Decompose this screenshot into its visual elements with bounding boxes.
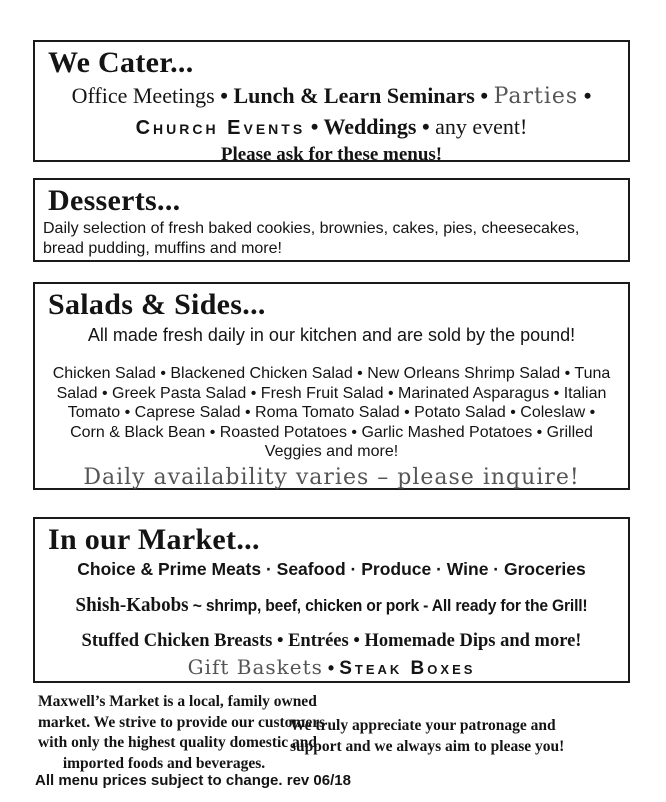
salads-subtitle: All made fresh daily in our kitchen and are sold by the pound!	[87, 325, 576, 345]
office-meetings-label: Office Meetings	[71, 83, 215, 108]
church-events-label: Church Events	[135, 117, 306, 139]
desserts-title: Desserts...	[48, 184, 181, 217]
any-event-label: any event!	[435, 114, 528, 139]
market-items-line: Stuffed Chicken Breasts • Entrées • Homemade Dips and more!	[81, 631, 582, 651]
salads-list-line: Salad • Greek Pasta Salad • Fresh Fruit Salad • Marinated Asparagus • Italian	[56, 384, 607, 402]
gift-baskets-line	[35, 654, 628, 683]
desserts-description-line: Daily selection of fresh baked cookies, brownies, cakes, pies, cheesecakes,	[43, 220, 580, 237]
salads-item-list	[35, 364, 628, 462]
cater-events-line-2	[35, 113, 628, 142]
salads-title: Salads & Sides...	[48, 288, 266, 321]
steak-boxes-label: Steak Boxes	[339, 658, 476, 679]
cater-events-line-1	[35, 82, 628, 110]
weddings-label: Weddings	[323, 114, 417, 139]
in-our-market-section	[33, 517, 630, 683]
bullet-separator: •	[305, 114, 324, 139]
desserts-section	[33, 178, 630, 262]
about-market-line: imported foods and beverages.	[62, 754, 266, 772]
market-title: In our Market...	[48, 523, 260, 556]
shish-kabobs-label: Shish-Kabobs	[75, 594, 189, 616]
about-market-line: Maxwell’s Market is a local, family owned	[38, 693, 317, 710]
salads-list-line: Tomato • Caprese Salad • Roma Tomato Salad • Potato Salad • Coleslaw •	[67, 404, 596, 421]
patronage-line: support and we always aim to please you!	[290, 737, 565, 755]
bullet-separator: •	[322, 658, 340, 678]
patronage-line: We truly appreciate your patronage and	[290, 717, 556, 734]
prices-disclaimer: All menu prices subject to change. rev 06/18	[35, 772, 351, 789]
salads-list-line: Corn & Black Bean • Roasted Potatoes • Garlic Mashed Potatoes • Grilled	[70, 423, 593, 441]
lunch-learn-label: Lunch & Learn Seminars	[233, 83, 475, 108]
shish-kabobs-description: ~ shrimp, beef, chicken or pork - All ready for the Grill!	[188, 597, 588, 615]
bullet-separator: •	[416, 114, 436, 139]
availability-note: Daily availability varies – please inquire!	[83, 464, 580, 490]
shish-kabobs-line	[50, 593, 613, 619]
salads-list-line: Veggies and more!	[264, 443, 399, 460]
about-market-line: market. We strive to provide our customers	[38, 713, 326, 731]
bullet-separator: •	[214, 83, 234, 108]
about-market-line: with only the highest quality domestic and	[38, 734, 318, 751]
about-market-paragraph	[38, 692, 326, 774]
please-ask-note: Please ask for these menus!	[220, 144, 443, 165]
salads-list-line: Chicken Salad • Blackened Chicken Salad • New Orleans Shrimp Salad • Tuna	[52, 365, 611, 382]
we-cater-title: We Cater...	[48, 46, 194, 79]
desserts-description-line: bread pudding, muffins and more!	[43, 240, 282, 257]
bullet-separator: •	[474, 83, 494, 108]
salads-sides-section	[33, 282, 630, 490]
we-cater-section	[33, 40, 630, 165]
parties-label: Parties	[493, 84, 579, 109]
market-departments-line: Choice & Prime Meats · Seafood · Produce · Wine · Groceries	[77, 559, 586, 579]
gift-baskets-label: Gift Baskets	[187, 655, 323, 679]
bullet-separator: •	[578, 83, 592, 108]
patronage-paragraph	[290, 716, 565, 757]
